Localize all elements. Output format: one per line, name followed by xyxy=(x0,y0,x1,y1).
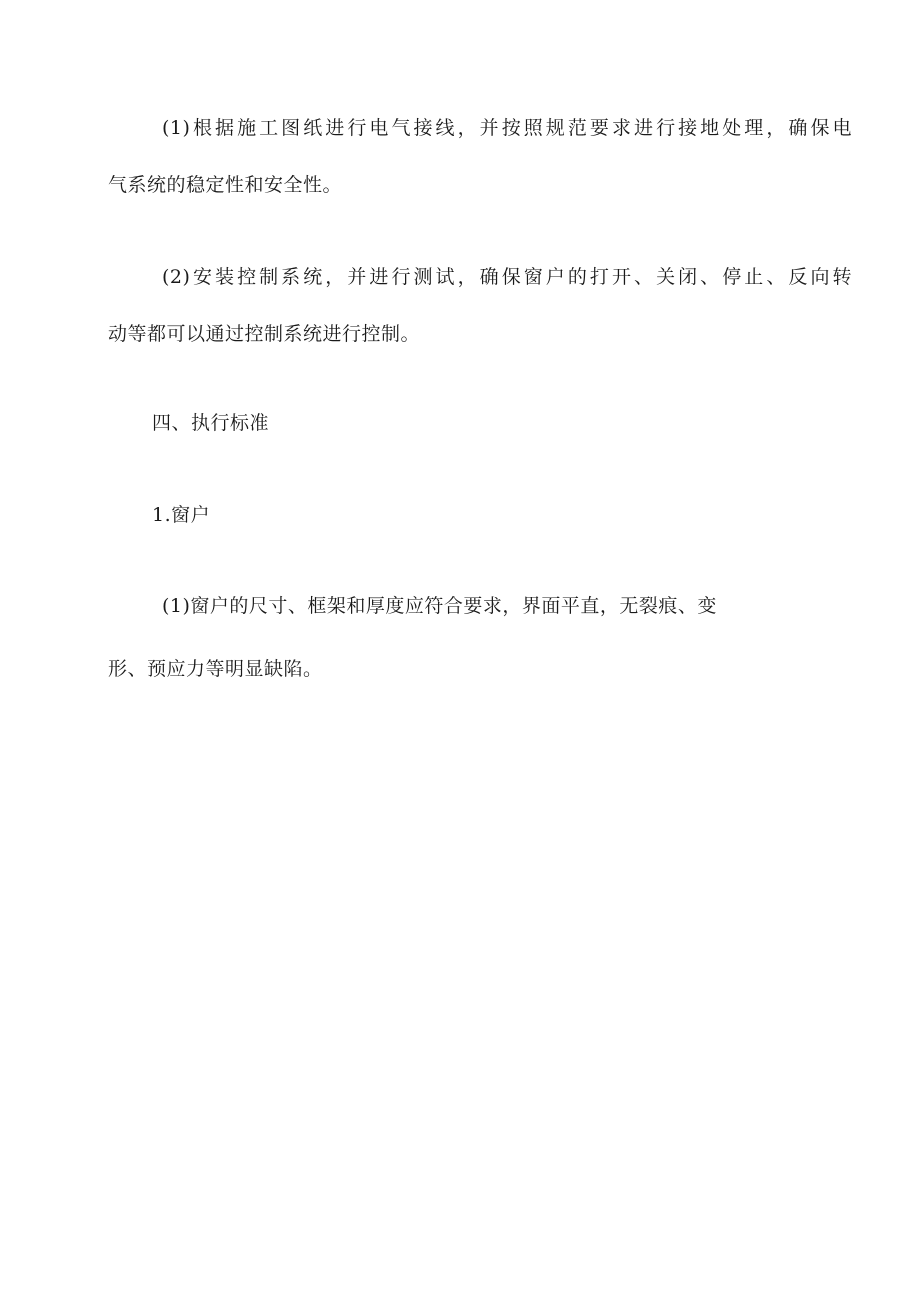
section-heading: 四、执行标准 xyxy=(152,412,270,434)
paragraph-2-line-2: 动等都可以通过控制系统进行控制。 xyxy=(108,323,421,345)
subsection-heading: 1.窗户 xyxy=(152,504,211,526)
paragraph-3-line-2: 形、预应力等明显缺陷。 xyxy=(108,658,323,680)
paragraph-1-line-1: (1)根据施工图纸进行电气接线，并按照规范要求进行接地处理，确保电 xyxy=(162,117,852,139)
paragraph-1-line-2: 气系统的稳定性和安全性。 xyxy=(108,174,343,196)
paragraph-2-line-1: (2)安装控制系统，并进行测试，确保窗户的打开、关闭、停止、反向转 xyxy=(162,266,852,288)
paragraph-3-line-1: (1)窗户的尺寸、框架和厚度应符合要求，界面平直，无裂痕、变 xyxy=(162,595,717,617)
